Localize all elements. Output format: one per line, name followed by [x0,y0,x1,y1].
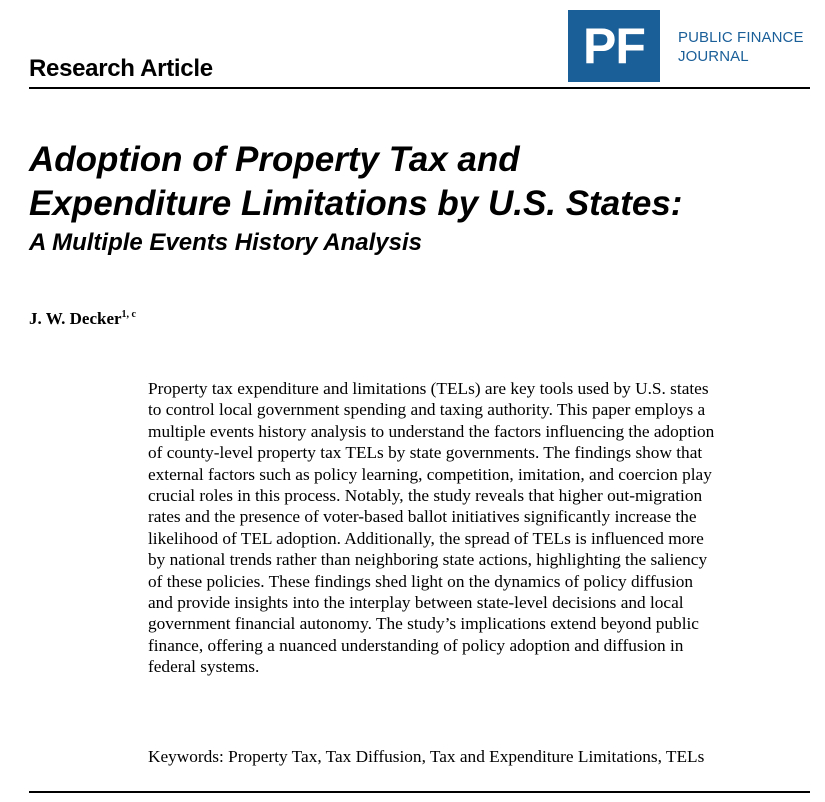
journal-logo-text: PF [583,18,645,74]
abstract-line: government financial autonomy. The study’s implications extend beyond public [148,614,699,634]
abstract-line: federal systems. [148,657,260,677]
title-line-1: Adoption of Property Tax and [29,140,520,179]
journal-name-line-2: JOURNAL [678,48,749,65]
author-line [29,309,136,329]
abstract-line: finance, offering a nuanced understanding of policy adoption and diffusion in [148,635,684,655]
keywords: Keywords: Property Tax, Tax Diffusion, Tax and Expenditure Limitations, TELs [148,747,705,766]
abstract-line: rates and the presence of voter-based ballot initiatives significantly increase the [148,507,697,527]
paper-title [29,138,819,226]
author-name: J. W. Decker [29,309,122,328]
title-line-2: Expenditure Limitations by U.S. States: [29,184,683,223]
author-affiliation-marks: 1, c [121,309,136,320]
abstract-line: of these policies. These findings shed light on the dynamics of policy diffusion [148,571,694,591]
abstract [148,378,816,678]
abstract-line: by national trends rather than neighboring state actions, highlighting the saliency [148,550,708,570]
paper-subtitle: A Multiple Events History Analysis [29,229,422,256]
abstract-line: crucial roles in this process. Notably, the study reveals that higher out-migration [148,486,703,506]
journal-name [678,28,804,66]
article-type-label: Research Article [29,55,213,82]
top-rule [29,87,810,89]
abstract-line: Property tax expenditure and limitations (TELs) are key tools used by U.S. states [148,379,709,398]
journal-name-line-1: PUBLIC FINANCE [678,29,804,46]
abstract-line: to control local government spending and taxing authority. This paper employs a [148,400,706,420]
abstract-line: and provide insights into the interplay between state-level decisions and local [148,593,684,613]
bottom-rule [29,791,810,793]
abstract-line: multiple events history analysis to understand the factors influencing the adoption [148,421,715,441]
abstract-line: likelihood of TEL adoption. Additionally, the spread of TELs is influenced more [148,528,704,548]
abstract-line: external factors such as policy learning, competition, imitation, and coercion play [148,464,712,484]
journal-logo [568,10,660,82]
abstract-line: of county-level property tax TELs by state governments. The findings show that [148,443,703,463]
